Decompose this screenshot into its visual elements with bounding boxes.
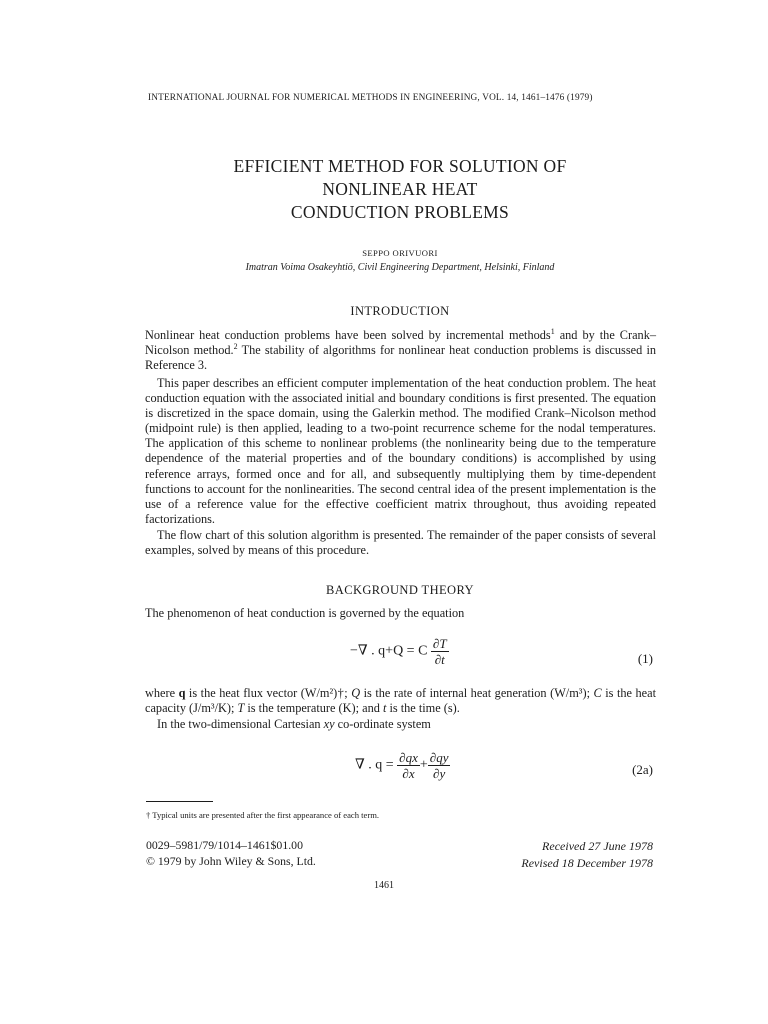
footnote-rule	[146, 801, 213, 802]
introduction-paragraph-3: The flow chart of this solution algorithm is presented. The remainder of the paper consists of several examples, solved by means of this procedure.	[145, 528, 656, 558]
equation-2a-fraction-x: $\frac{\partial qx}{\partial x}$	[399, 750, 418, 781]
equation-2a: ∇ . q = $\frac{\partial qx}{\partial x}$ + $\frac{\partial qy}{\partial y}$	[355, 750, 449, 781]
author-name: SEPPO ORIVUORI	[362, 248, 438, 258]
publication-code: 0029–5981/79/1014–1461$01.00	[146, 838, 303, 852]
equation-2a-lhs: ∇ . q =	[355, 757, 394, 773]
received-date: Received 27 June 1978	[542, 839, 653, 853]
page-number: 1461	[374, 880, 394, 891]
title-line-2: NONLINEAR HEAT	[322, 179, 478, 199]
revised-date: Revised 18 December 1978	[521, 856, 653, 870]
copyright-notice: © 1979 by John Wiley & Sons, Ltd.	[146, 854, 316, 868]
background-paragraph-2: where q is the heat flux vector (W/m²)†; Q is the rate of internal heat generation (W/m³); C is the heat capacity (J/m³/K); T is the temperature (K); and t is the time (s).	[145, 686, 656, 716]
equation-2a-number: (2a)	[632, 762, 653, 777]
background-theory-heading: BACKGROUND THEORY	[326, 583, 474, 597]
equation-2a-fraction-y: $\frac{\partial qy}{\partial y}$	[429, 750, 449, 781]
background-paragraph-3: In the two-dimensional Cartesian xy co-ordinate system	[157, 717, 431, 731]
introduction-heading: INTRODUCTION	[350, 304, 450, 318]
paper-title	[150, 155, 650, 224]
reference-marker: 2	[233, 342, 238, 351]
title-line-3: CONDUCTION PROBLEMS	[290, 202, 510, 222]
equation-1-lhs: −∇ . q+Q = C	[350, 643, 428, 659]
equation-1-fraction: $\frac{\partial T}{\partial t}$	[432, 636, 447, 667]
background-paragraph-1: The phenomenon of heat conduction is governed by the equation	[145, 606, 465, 620]
footnote: † Typical units are presented after the first appearance of each term.	[146, 810, 380, 820]
title-line-1: EFFICIENT METHOD FOR SOLUTION OF	[233, 156, 567, 176]
equation-1-number: (1)	[637, 651, 653, 666]
author-affiliation: Imatran Voima Osakeyhtiö, Civil Engineering Department, Helsinki, Finland	[245, 262, 555, 273]
equation-1	[350, 636, 449, 667]
reference-marker: 1	[550, 326, 555, 336]
journal-header: INTERNATIONAL JOURNAL FOR NUMERICAL METHODS IN ENGINEERING, VOL. 14, 1461–1476 (1979)	[148, 93, 593, 103]
introduction-paragraph-1: Nonlinear heat conduction problems have been solved by incremental methods$^1$ and by the Crank–Nicolson method.$^2$ The stability of algorithms for nonlinear heat conduction problems is discussed in Reference 3.	[145, 326, 657, 373]
introduction-paragraph-2: This paper describes an efficient computer implementation of the heat conduction problem. The heat conduction equation with the associated initial and boundary conditions is first presented. The equation is discretized in the space domain, using the Galerkin method. The modified Crank–Nicolson method (midpoint rule) is then applied, leading to a two-point recurrence scheme for the nodal temperatures. The application of this scheme to nonlinear problems (the nonlinearity being due to the temperature dependence of the material properties and of the boundary conditions) is accomplished by using reference arrays, formed once and for all, and subsequently multiplying them by time-dependent functions to account for the nonlinearities. The second central idea of the present implementation is the use of a reference value for the effective coefficient matrix throughout, thus avoiding repeated factorizations.	[145, 376, 656, 526]
